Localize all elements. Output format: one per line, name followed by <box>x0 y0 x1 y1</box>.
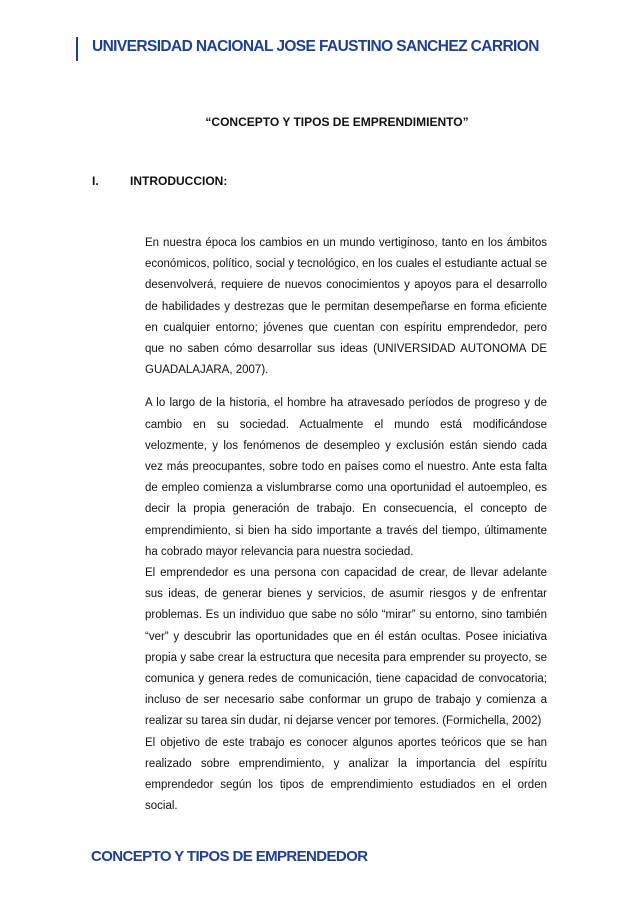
footer-title: CONCEPTO Y TIPOS DE EMPRENDEDOR <box>91 848 368 865</box>
header-accent-bar <box>76 37 78 61</box>
section-title: INTRODUCCION: <box>130 174 228 188</box>
university-header: UNIVERSIDAD NACIONAL JOSE FAUSTINO SANCHEZ CARRION <box>92 38 539 55</box>
paragraph-1: En nuestra época los cambios en un mundo vertiginoso, tanto en los ámbitos económicos, político, social y tecnológico, en los cuales el estudiante actual se desenvolverá, requiere de nuevos conocimientos y apoyos para el desarrollo de habilidades y destrezas que le permitan desempeñarse en forma eficiente en cualquier entorno; jóvenes que cuentan con espíritu emprendedor, pero que no saben cómo desarrollar sus ideas (UNIVERSIDAD AUTONOMA DE GUADALAJARA, 2007). <box>145 237 547 377</box>
paragraph-4: El objetivo de este trabajo es conocer algunos aportes teóricos que se han realizado sobre emprendimiento, y analizar la importancia del espíritu emprendedor según los tipos de emprendimiento estudiados en el orden social. <box>145 736 547 813</box>
paragraph-3: El emprendedor es una persona con capacidad de crear, de llevar adelante sus ideas, de generar bienes y servicios, de asumir riesgos y de enfrentar problemas. Es un individuo que sabe no sólo “mirar” su entorno, sino también “ver” y descubrir las oportunidades que en él están ocultas. Posee iniciativa propia y sabe crear la estructura que necesita para emprender su proyecto, se comunica y genera redes de comunicación, tiene capacidad de convocatoria; incluso de ser necesario sabe conformar un grupo de trabajo y comienza a realizar su tarea sin dudar, ni dejarse vencer por temores. (Formichella, 2002) <box>145 567 547 728</box>
section-number: I. <box>92 174 99 188</box>
document-title: “CONCEPTO Y TIPOS DE EMPRENDIMIENTO” <box>205 115 469 129</box>
body-text <box>145 233 547 817</box>
paragraph-spacer <box>145 381 547 393</box>
paragraph-2: A lo largo de la historia, el hombre ha atravesado períodos de progreso y de cambio en su sociedad. Actualmente el mundo está modificándose velozmente, y los fenómenos de desempleo y exclusión están siendo cada vez más preocupantes, sobre todo en países como el nuestro. Ante esta falta de empleo comienza a vislumbrarse como una oportunidad el autoempleo, es decir la propia generación de trabajo. En consecuencia, el concepto de emprendimiento, si bien ha sido importante a través del tiempo, últimamente ha cobrado mayor relevancia para nuestra sociedad. <box>145 397 547 558</box>
section-heading <box>92 174 227 188</box>
